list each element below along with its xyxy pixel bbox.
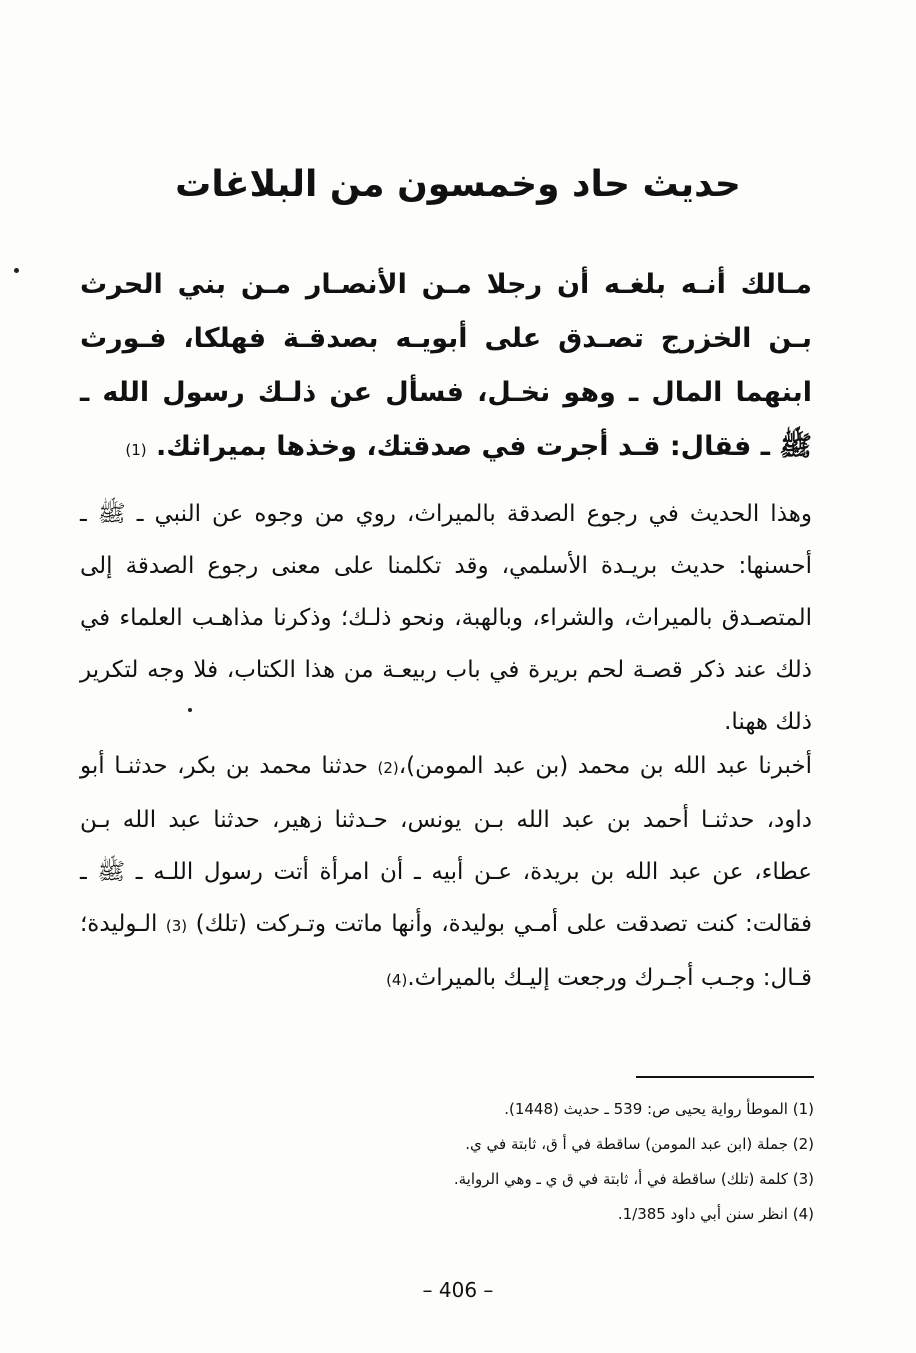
page-number: – 406 – bbox=[422, 1278, 494, 1302]
footnote-ref: (1) bbox=[125, 441, 147, 459]
paragraph-hadith bbox=[80, 258, 812, 477]
scan-speck bbox=[188, 708, 192, 712]
footnote-item: (3) كلمة (تلك) ساقطة في أ، ثابتة في ق ي ـ وهي الرواية. bbox=[453, 1170, 814, 1188]
paragraph-text: وهذا الحديث في رجوع الصدقة بالميراث، روي من وجوه عن النبي ـ ﷺ ـ أحسنها: حديث بريـدة الأسلمي، وقد تكلمنا على معنى رجوع الصدقة إلى المتصـدق بالميراث، والشراء، وبالهبة، ونحو ذلـك؛ وذكرنا مذاهـب العلماء في ذلك عند ذكر قصـة لحم بريرة في باب ربيعـة من هذا الكتاب، فلا وجه لتكرير ذلك ههنا. bbox=[80, 501, 812, 735]
footnote-ref: (2) bbox=[377, 759, 399, 777]
footnote-separator bbox=[636, 1076, 814, 1078]
footnote-ref: (4) bbox=[386, 971, 408, 989]
footnotes bbox=[300, 1092, 814, 1232]
paragraph-text: مـالك أنـه بلغـه أن رجلا مـن الأنصـار مـن بني الحرث بـن الخزرج تصـدق على أبويـه بصدقـة فهلكا، فـورث ابنهما المال ـ وهو نخـل، فسأل عن ذلـك رسول الله ـ ﷺ ـ فقال: قـد أجرت في صدقتك، وخذها بميراثك. bbox=[80, 269, 812, 462]
paragraph-text: الـوليدة؛ قـال: وجـب أجـرك ورجعت إليـك بالميراث. bbox=[80, 911, 812, 991]
paragraph-text: حدثنا محمد بن بكر، حدثنـا أبو داود، حدثنـا أحمد بن عبد الله بـن يونس، حـدثنا زهير، حدثنا عبد الله بـن عطاء، عن عبد الله بن بريدة، عـن أبيه ـ أن امرأة أتت رسول اللـه ـ ﷺ ـ فقالت: كنت تصدقت على أمـي بوليدة، وأنها ماتت وتـركت (تلك) bbox=[80, 753, 812, 937]
footnote-ref: (3) bbox=[165, 917, 188, 935]
paragraph-text: أخبرنا عبد الله بن محمد (بن عبد المومن)، bbox=[398, 753, 812, 779]
footnote-item: (2) جملة (ابن عبد المومن) ساقطة في أ ق، ثابتة في ي. bbox=[465, 1135, 814, 1153]
scan-speck bbox=[14, 268, 19, 273]
paragraph-isnad bbox=[80, 740, 812, 1006]
footnote-item: (4) انظر سنن أبي داود 1/385. bbox=[617, 1205, 814, 1223]
chapter-title: حديث حاد وخمسون من البلاغات bbox=[175, 164, 741, 206]
footnote-item: (1) الموطأ رواية يحيى ص: 539 ـ حديث (1448). bbox=[504, 1100, 814, 1118]
